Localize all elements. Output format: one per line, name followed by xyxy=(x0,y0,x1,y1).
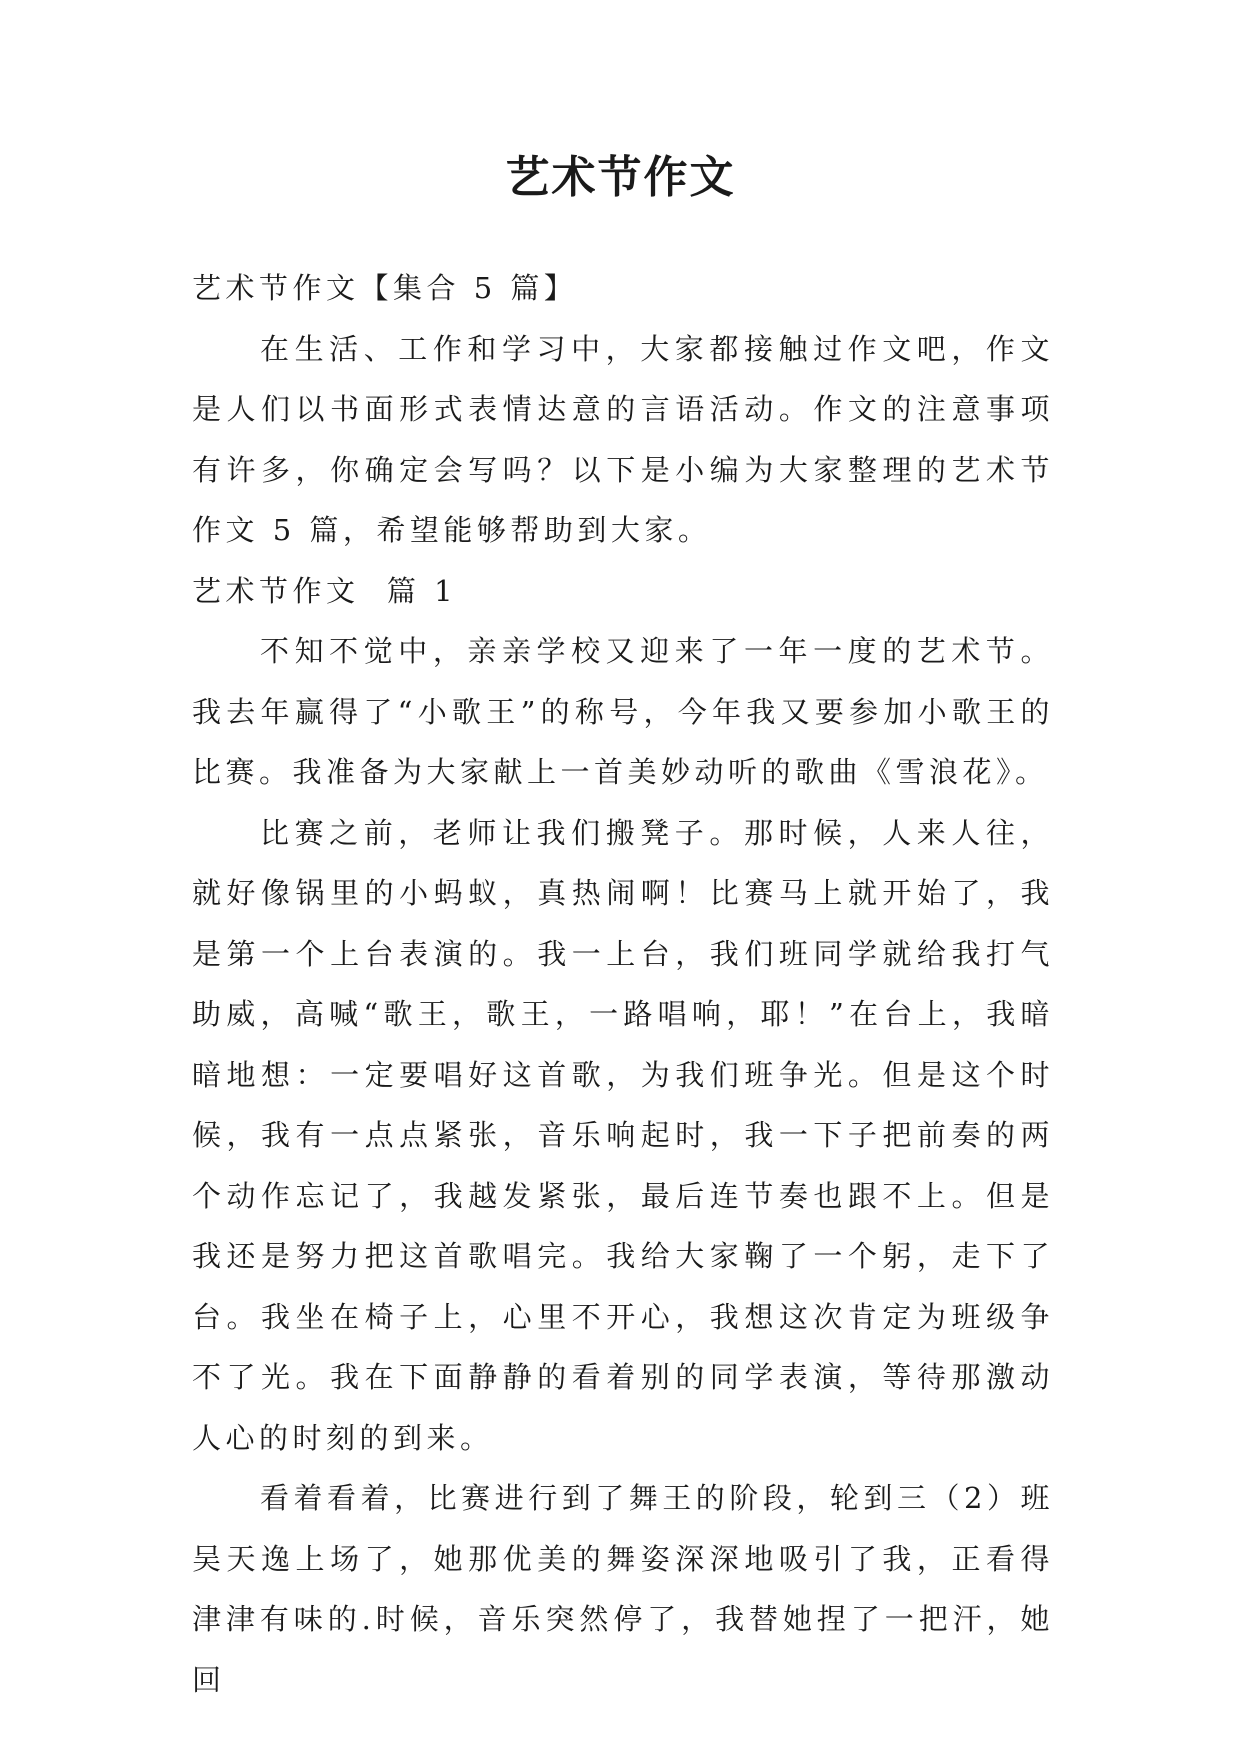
intro-paragraph: 在生活、工作和学习中，大家都接触过作文吧，作文是人们以书面形式表情达意的言语活动。作文的注意事项有许多，你确定会写吗？以下是小编为大家整理的艺术节作文 5 篇，希望能够帮助到大家。 xyxy=(192,331,1054,547)
collection-subtitle: 艺术节作文【集合 5 篇】 xyxy=(192,271,578,305)
body-paragraph: 看着看着，比赛进行到了舞王的阶段，轮到三（2）班吴天逸上场了，她那优美的舞姿深深地吸引了我，正看得津津有味的.时候，音乐突然停了，我替她捏了一把汗，她回 xyxy=(192,1481,1054,1697)
section-heading: 艺术节作文 篇 1 xyxy=(192,573,458,608)
document-body xyxy=(192,258,1054,1710)
document-title: 艺术节作文 xyxy=(505,152,736,203)
body-paragraph: 不知不觉中，亲亲学校又迎来了一年一度的艺术节。我去年赢得了“小歌王”的称号，今年我又要参加小歌王的比赛。我准备为大家献上一首美妙动听的歌曲《雪浪花》。 xyxy=(192,634,1054,789)
body-paragraph: 比赛之前，老师让我们搬凳子。那时候，人来人往，就好像锅里的小蚂蚁，真热闹啊！比赛马上就开始了，我是第一个上台表演的。我一上台，我们班同学就给我打气助威，高喊“歌王，歌王，一路唱响，耶！”在台上，我暗暗地想：一定要唱好这首歌，为我们班争光。但是这个时候，我有一点点紧张，音乐响起时，我一下子把前奏的两个动作忘记了，我越发紧张，最后连节奏也跟不上。但是我还是努力把这首歌唱完。我给大家鞠了一个躬，走下了台。我坐在椅子上，心里不开心，我想这次肯定为班级争不了光。我在下面静静的看着别的同学表演，等待那激动人心的时刻的到来。 xyxy=(192,815,1054,1455)
